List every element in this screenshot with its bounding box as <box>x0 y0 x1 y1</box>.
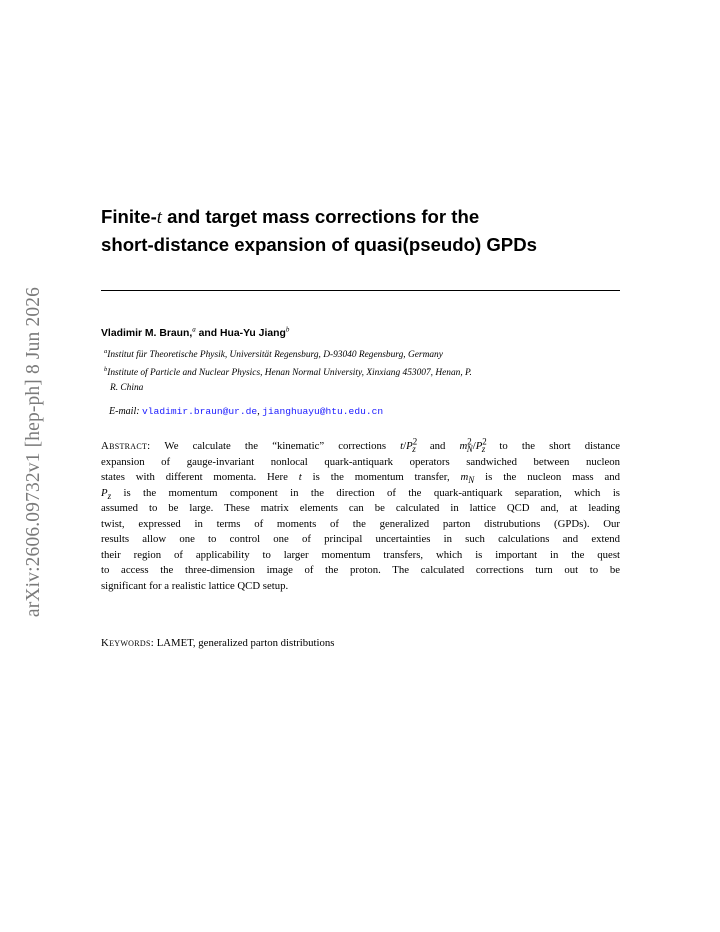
title-rule <box>101 290 620 291</box>
abstract-line: $P_z$ is the momentum component in the direction of the quark-antiquark separation, which is <box>101 486 620 501</box>
abstract-line: significant for a realistic lattice QCD setup. <box>101 579 289 592</box>
email-link-jiang[interactable]: jianghuayu@htu.edu.cn <box>262 406 384 417</box>
affiliation-a: $^a$Institut für Theoretische Physik, Universität Regensburg, D-93040 Regensburg, Germany <box>104 347 443 360</box>
email-link-braun[interactable]: vladimir.braun@ur.de <box>142 406 258 417</box>
arxiv-identifier: arXiv:2606.09732v1 [hep-ph] 8 Jun 2026 <box>23 286 44 618</box>
abstract-line: expansion of gauge-invariant nonlocal quark-antiquark operators sandwiched between nucleon <box>101 455 620 468</box>
abstract-line: twist, expressed in terms of moments of the generalized parton distrubutions (GPDs). Our <box>101 517 620 530</box>
author-1: Vladimir M. Braun, <box>101 328 193 339</box>
author-list: Vladimir M. Braun,$^a$ and Hua-Yu Jiang$^b$ <box>101 325 290 339</box>
paper-title <box>101 203 641 258</box>
abstract-line: to access the three-dimension image of the proton. The calculated corrections turn out to be <box>101 564 620 576</box>
abstract <box>101 436 621 594</box>
keywords-label: Keywords: <box>101 637 155 649</box>
title-line-1: Finite-t and target mass corrections for the <box>101 206 480 228</box>
title-line-2: short-distance expansion of quasi(pseudo) GPDs <box>101 234 537 255</box>
affiliation-b: $^b$Institute of Particle and Nuclear Physics, Henan Normal University, Xinxiang 453007, Henan, P. R. China <box>104 365 472 393</box>
email-line: E-mail: vladimir.braun@ur.de, jianghuayu@htu.edu.cn <box>109 406 384 417</box>
keywords: Keywords: LAMET, generalized parton distributions <box>101 637 335 649</box>
abstract-line: Abstract: We calculate the “kinematic” corrections $t/P^2_z$ and $m^2_N/P^2_z$ to the short distance <box>101 436 620 455</box>
abstract-line: states with different momenta. Here t is the momentum transfer, $m_N$ is the nucleon mass and <box>101 471 621 486</box>
abstract-label: Abstract: <box>101 440 151 452</box>
author-2: and Hua-Yu Jiang <box>195 328 286 339</box>
abstract-line: assumed to be large. These matrix elements can be calculated in lattice QCD and, at leading <box>101 502 620 514</box>
abstract-line: their region of applicability to larger momentum transfers, which is important in the quest <box>101 548 620 561</box>
abstract-line: results allow one to control one of principal uncertainties in such calculations and extend <box>101 533 620 545</box>
